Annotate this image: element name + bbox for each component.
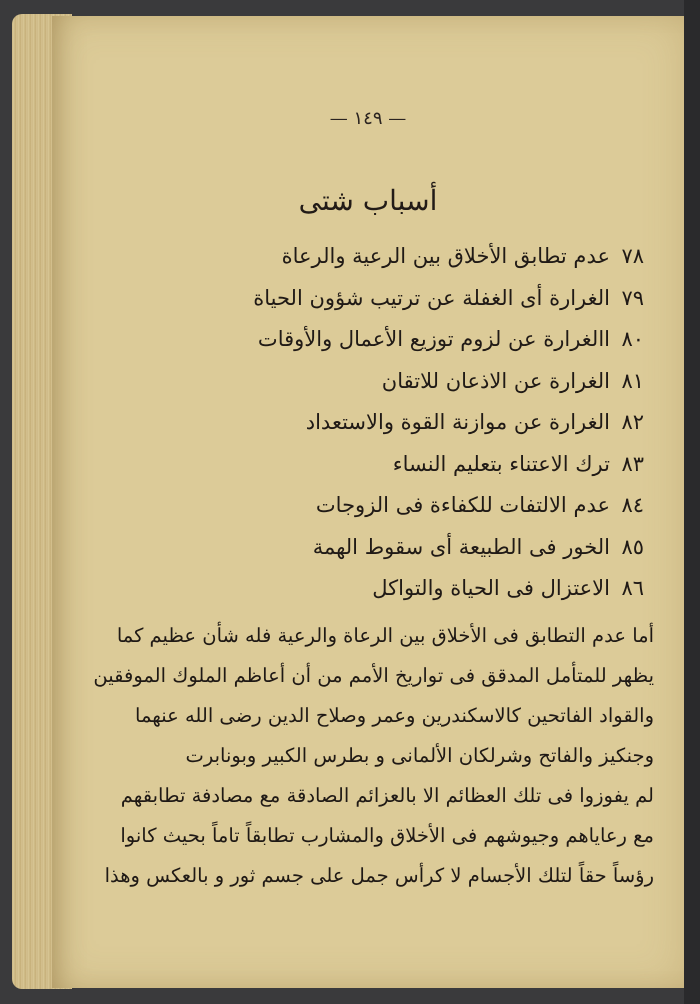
body-line: والقواد الفاتحين كالاسكندرين وعمر وصلاح الدين رضى الله عنهما [135, 704, 654, 727]
topic-number: ٨٦ [621, 576, 644, 600]
topic-text: الغرارة عن الاذعان للاتقان [381, 368, 610, 393]
body-line: وجنكيز والفاتح وشرلكان الألمانى و بطرس الكبير وبونابرت [185, 744, 654, 767]
topic-number: ٨٠ [621, 327, 644, 351]
topic-item [84, 493, 644, 535]
topic-item [84, 452, 644, 494]
body-line: مع رعاياهم وجيوشهم فى الأخلاق والمشارب تطابقاً تاماً بحيث كانوا [120, 824, 654, 847]
book-spine-shadow [684, 0, 700, 1004]
topic-item [84, 327, 644, 369]
topic-text: الغرارة أى الغفلة عن ترتيب شؤون الحياة [253, 285, 610, 310]
topic-list [84, 244, 644, 618]
topic-number: ٧٩ [621, 285, 644, 310]
topic-item [84, 244, 644, 286]
topic-item [84, 576, 644, 618]
topic-number: ٨٥ [621, 534, 644, 559]
topic-number: ٧٨ [621, 244, 644, 268]
book-page [52, 16, 684, 988]
topic-number: ٨١ [621, 368, 644, 393]
topic-item [84, 369, 644, 411]
topic-number: ٨٤ [621, 493, 644, 517]
topic-text: عدم الالتفات للكفاءة فى الزوجات [315, 493, 610, 517]
topic-number: ٨٢ [621, 410, 644, 434]
body-line: لم يفوزوا فى تلك العظائم الا بالعزائم الصادقة مع مصادفة تطابقهم [120, 784, 654, 807]
topic-text: عدم تطابق الأخلاق بين الرعية والرعاة [281, 244, 610, 268]
body-line: يظهر للمتأمل المدقق فى تواريخ الأمم من أن أعاظم الملوك الموفقين [93, 664, 654, 687]
topic-number: ٨٣ [621, 451, 644, 476]
topic-text: االغرارة عن لزوم توزيع الأعمال والأوقات [257, 327, 610, 351]
topic-text: الخور فى الطبيعة أى سقوط الهمة [312, 534, 610, 559]
topic-text: ترك الاعتناء بتعليم النساء [392, 451, 610, 476]
body-paragraph [54, 616, 654, 896]
body-line: أما عدم التطابق فى الأخلاق بين الرعاة والرعية فله شأن عظيم كما [116, 624, 654, 647]
topic-text: الاعتزال فى الحياة والتواكل [372, 576, 610, 600]
topic-text: الغرارة عن موازنة القوة والاستعداد [305, 410, 610, 434]
topic-item [84, 286, 644, 328]
topic-item [84, 535, 644, 577]
section-title: أسباب شتى [298, 184, 438, 217]
topic-item [84, 410, 644, 452]
body-line: رؤساً حقاً لتلك الأجسام لا كرأس جمل على جسم ثور و بالعكس وهذا [104, 864, 654, 887]
page-number: — ١٤٩ — [329, 108, 407, 129]
